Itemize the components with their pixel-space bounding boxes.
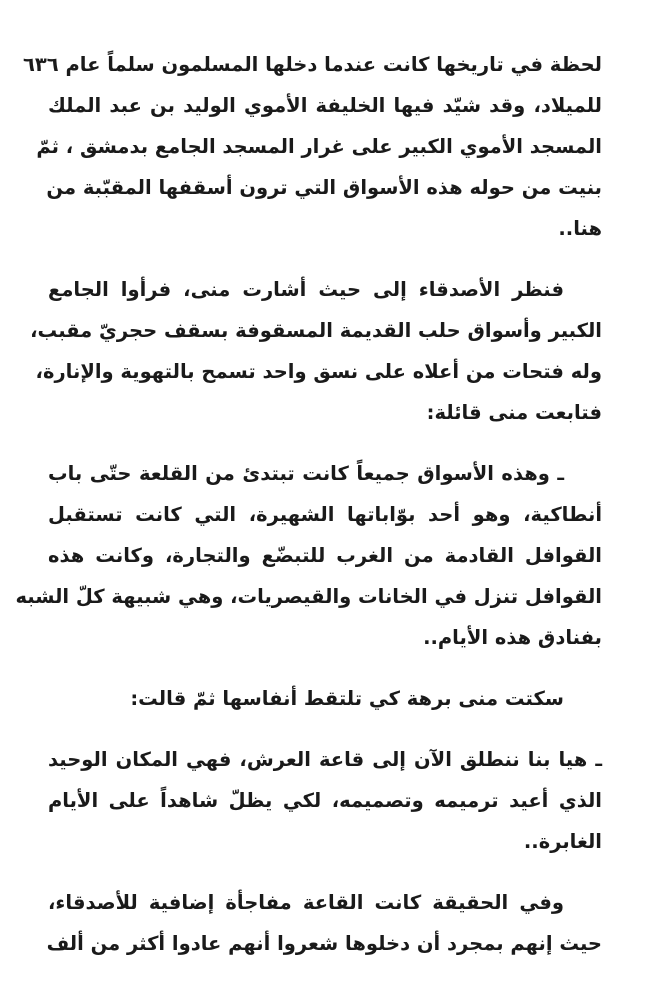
- text-line: القوافل تنزل في الخانات والقيصريات، وهي شبيهة كلّ الشبه: [15, 585, 602, 608]
- text-line: ـ هيا بنا ننطلق الآن إلى قاعة العرش، فهي المكان الوحيد: [48, 748, 602, 771]
- paragraph: [48, 882, 602, 964]
- text-line: وله فتحات من أعلاه على نسق واحد تسمح بالتهوية والإنارة،: [35, 360, 602, 383]
- text-line: ـ وهذه الأسواق جميعاً كانت تبتدئ من القلعة حتّى باب: [48, 462, 564, 485]
- text-line: بفنادق هذه الأيام..: [423, 626, 602, 649]
- text-line: الكبير وأسواق حلب القديمة المسقوفة بسقف حجريّ مقبب،: [30, 319, 602, 342]
- paragraph: [48, 678, 602, 719]
- text-line: الغابرة..: [523, 830, 602, 853]
- text-line: القوافل القادمة من الغرب للتبضّع والتجارة، وكانت هذه: [48, 544, 602, 567]
- text-line: لحظة في تاريخها كانت عندما دخلها المسلمون سلماً عام ٦٣٦: [22, 53, 602, 76]
- text-line: بنيت من حوله هذه الأسواق التي ترون أسقفها المقبّبة من: [46, 176, 602, 199]
- text-line: أنطاكية، وهو أحد بوّاباتها الشهيرة، التي كانت تستقبل: [48, 503, 602, 526]
- text-line: للميلاد، وقد شيّد فيها الخليفة الأموي الوليد بن عبد الملك: [48, 94, 602, 117]
- text-line: الذي أعيد ترميمه وتصميمه، لكي يظلّ شاهداً على الأيام: [48, 789, 602, 812]
- paragraph: [22, 44, 602, 249]
- text-line: حيث إنهم بمجرد أن دخلوها شعروا أنهم عادوا أكثر من ألف: [46, 932, 602, 955]
- paragraph: [30, 269, 602, 433]
- text-line: المسجد الأموي الكبير على غرار المسجد الجامع بدمشق ، ثمّ: [36, 135, 602, 158]
- text-line: فنظر الأصدقاء إلى حيث أشارت منى، فرأوا الجامع: [48, 278, 564, 301]
- paragraph: [15, 453, 602, 658]
- text-line: هنا..: [558, 217, 602, 240]
- text-line: فتابعت منى قائلة:: [426, 401, 602, 424]
- book-page: [15, 44, 602, 984]
- text-line: وفي الحقيقة كانت القاعة مفاجأة إضافية للأصدقاء،: [48, 891, 564, 914]
- text-line: سكتت منى برهة كي تلتقط أنفاسها ثمّ قالت:: [130, 687, 564, 710]
- paragraph: [48, 739, 602, 862]
